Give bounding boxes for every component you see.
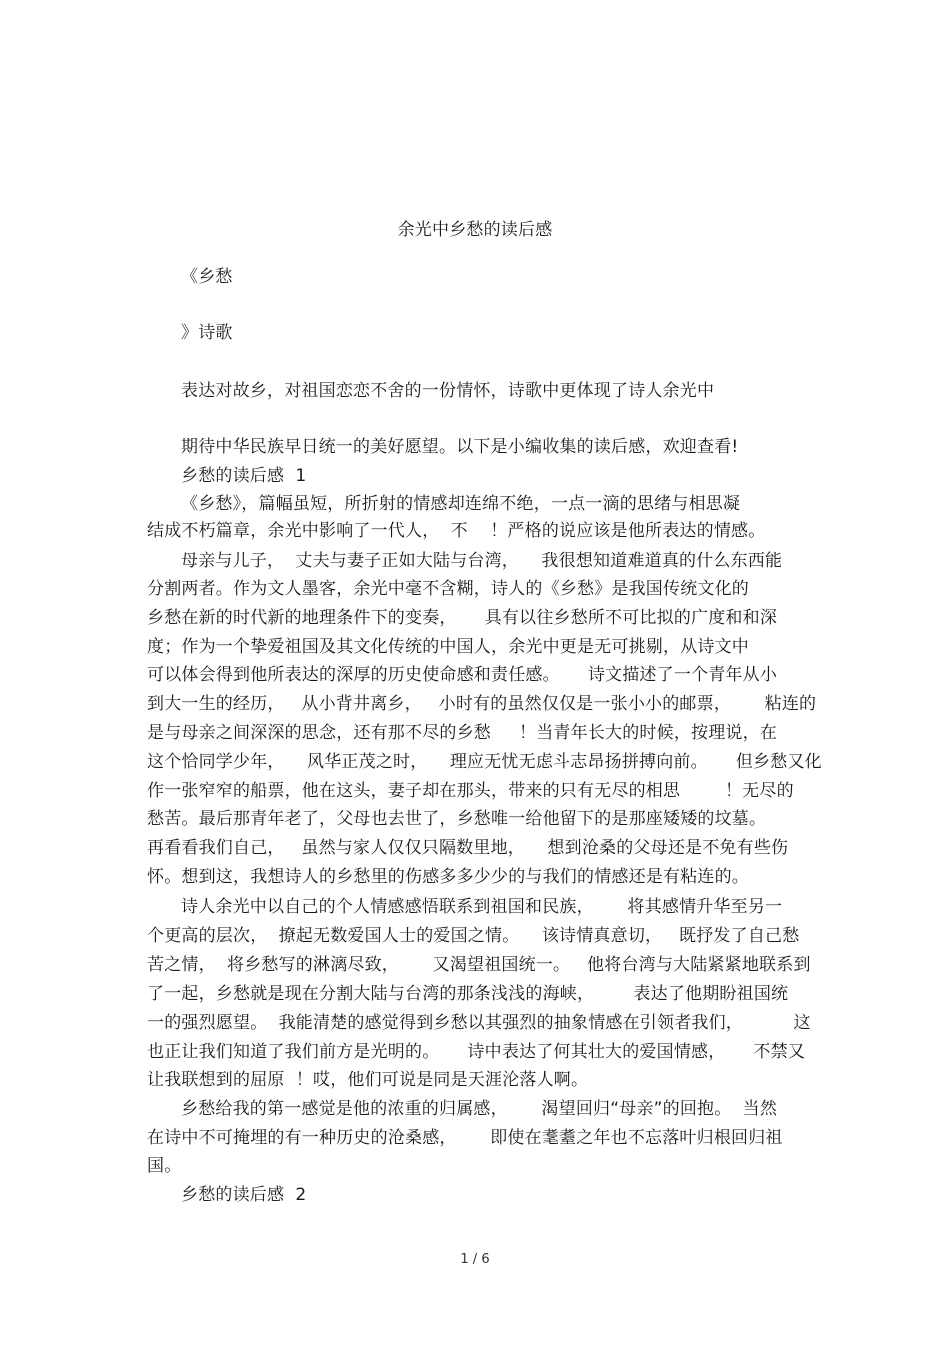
section-heading: 乡愁的读后感 2 [181,1185,307,1205]
paragraph-line: 分割两者。作为文人墨客，余光中毫不含糊，诗人的《乡愁》是我国传统文化的 [147,579,749,599]
paragraph-line: 母亲与儿子， 丈夫与妻子正如大陆与台湾， 我很想知道难道真的什么东西能 [181,551,783,571]
paragraph-line: 让我联想到的屈原 ！哎，他们可说是同是天涯沦落人啊。 [147,1070,589,1090]
intro-line: 《乡愁 [181,267,233,287]
paragraph-line: 乡愁给我的第一感觉是他的浓重的归属感， 渴望回归“母亲”的回抱。 当然 [181,1099,778,1119]
paragraph-line: 可以体会得到他所表达的深厚的历史使命感和责任感。 诗文描述了一个青年从小 [147,665,778,685]
paragraph-line: 作一张窄窄的船票，他在这头，妻子却在那头，带来的只有无尽的相思 ！无尽的 [147,781,794,801]
paragraph-line: 是与母亲之间深深的思念，还有那不尽的乡愁 ！当青年长大的时候，按理说，在 [147,723,778,743]
paragraph-line: 愁苦。最后那青年老了，父母也去世了，乡愁唯一给他留下的是那座矮矮的坟墓。 [147,809,767,829]
paragraph-line: 度；作为一个挚爱祖国及其文化传统的中国人，余光中更是无可挑剔，从诗文中 [147,637,749,657]
paragraph-line: 诗人余光中以自己的个人情感感悟联系到祖国和民族， 将其感情升华至另一 [181,897,783,917]
intro-line: 期待中华民族早日统一的美好愿望。以下是小编收集的读后感，欢迎查看! [181,437,739,457]
paragraph-line: 结成不朽篇章，余光中影响了一代人， 不 ！严格的说应该是他所表达的情感。 [147,521,766,541]
paragraph-line: 怀。想到这，我想诗人的乡愁里的伤感多多少少的与我们的情感还是有粘连的。 [147,867,749,887]
paragraph-line: 到大一生的经历， 从小背井离乡， 小时有的虽然仅仅是一张小小的邮票， 粘连的 [147,694,817,714]
paragraph-line: 《乡愁》，篇幅虽短，所折射的情感却连绵不绝，一点一滴的思绪与相思凝 [181,494,741,514]
document-title: 余光中乡愁的读后感 [397,220,553,240]
section-heading: 乡愁的读后感 1 [181,466,307,486]
paragraph-line: 个更高的层次， 撩起无数爱国人士的爱国之情。 该诗情真意切， 既抒发了自己愁 [147,926,800,946]
intro-line: 表达对故乡，对祖国恋恋不舍的一份情怀，诗歌中更体现了诗人余光中 [181,381,715,401]
paragraph-line: 这个恰同学少年， 风华正茂之时， 理应无忧无虑斗志昂扬拼搏向前。 但乡愁又化 [147,752,822,772]
paragraph-line: 乡愁在新的时代新的地理条件下的变奏， 具有以往乡愁所不可比拟的广度和和深 [147,608,778,628]
intro-line: 》诗歌 [181,323,233,343]
paragraph-line: 一的强烈愿望。 我能清楚的感觉得到乡愁以其强烈的抽象情感在引领者我们， 这 [147,1013,811,1033]
paragraph-line: 苦之情， 将乡愁写的淋漓尽致， 又渴望祖国统一。 他将台湾与大陆紧紧地联系到 [147,955,811,975]
page-indicator: 1 / 6 [460,1252,490,1267]
paragraph-line: 了一起，乡愁就是现在分割大陆与台湾的那条浅浅的海峡， 表达了他期盼祖国统 [147,984,789,1004]
paragraph-line: 也正让我们知道了我们前方是光明的。 诗中表达了何其壮大的爱国情感， 不禁又 [147,1042,806,1062]
paragraph-line: 再看看我们自己， 虽然与家人仅仅只隔数里地， 想到沧桑的父母还是不免有些伤 [147,838,789,858]
paragraph-line: 国。 [147,1156,182,1176]
paragraph-line: 在诗中不可掩埋的有一种历史的沧桑感， 即使在耄耋之年也不忘落叶归根回归祖 [147,1128,783,1148]
